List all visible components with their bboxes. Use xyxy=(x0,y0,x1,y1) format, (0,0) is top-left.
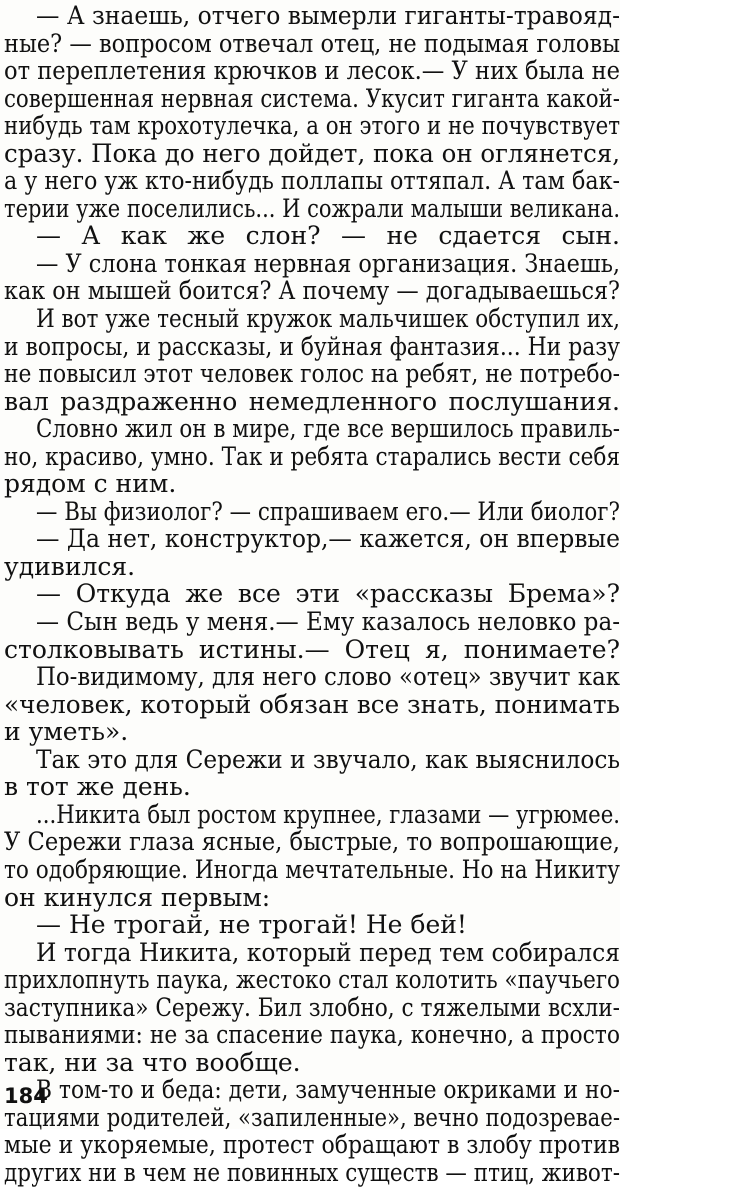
text-line: — Откуда же все эти «рассказы Брема»? xyxy=(36,579,620,609)
text-line: ...Никита был ростом крупнее, глазами — угрюмее. xyxy=(36,799,620,829)
text-line: терии уже поселились... И сожрали малыши великана. xyxy=(4,193,621,223)
text-line: Так это для Сережи и звучало, как выяснилось xyxy=(36,744,621,774)
text-line: и уметь». xyxy=(4,717,129,747)
text-line: мые и укоряемые, протест обращают в злобу против xyxy=(4,1130,621,1160)
text-line: от переплетения крючков и лесок.— У них была не xyxy=(4,56,620,86)
text-line: других ни в чем не повинных существ — птиц, живот- xyxy=(4,1157,621,1187)
text-line: И тогда Никита, который перед тем собирался xyxy=(36,937,620,967)
text-line: И вот уже тесный кружок мальчишек обступил их, xyxy=(36,304,620,334)
text-line: «человек, который обязан все знать, понимать xyxy=(4,689,620,719)
text-line: заступника» Сережу. Бил злобно, с тяжелыми всхли- xyxy=(4,992,620,1022)
text-line: — Не трогай, не трогай! Не бей! xyxy=(36,910,467,940)
text-line: — Вы физиолог? — спрашиваем его.— Или биолог? xyxy=(36,496,620,526)
text-line: не повысил этот человек голос на ребят, не потребо- xyxy=(4,359,621,389)
text-line: У Сережи глаза ясные, быстрые, то вопрошающие, xyxy=(4,827,621,857)
text-line: в тот же день. xyxy=(4,772,191,802)
text-line: ные? — вопросом отвечал отец, не подымая головы xyxy=(4,28,621,58)
text-line: — А знаешь, отчего вымерли гиганты-травояд- xyxy=(36,1,621,30)
text-line: В том-то и беда: дети, замученные окриками и но- xyxy=(36,1075,620,1105)
text-line: а у него уж кто-нибудь поллапы оттяпал. А там бак- xyxy=(4,166,621,196)
text-line: но, красиво, умно. Так и ребята старались вести себя xyxy=(4,441,621,471)
text-line: — Да нет, конструктор,— кажется, он впервые xyxy=(36,524,620,554)
page-number: 184 xyxy=(4,1084,48,1108)
text-line: совершенная нервная система. Укусит гиганта какой- xyxy=(4,83,620,113)
text-line: сразу. Пока до него дойдет, пока он оглянется, xyxy=(4,138,620,168)
text-line: удивился. xyxy=(4,551,136,581)
text-line: так, ни за что вообще. xyxy=(4,1047,301,1077)
text-line: тациями родителей, «запиленные», вечно подозревае- xyxy=(4,1102,621,1132)
text-line: прихлопнуть паука, жестоко стал колотить «паучьего xyxy=(4,965,620,995)
text-line: По-видимому, для него слово «отец» звучит как xyxy=(36,662,621,692)
body-text xyxy=(4,2,620,1187)
text-line: как он мышей боится? А почему — догадываешься? xyxy=(4,276,621,306)
text-line: вал раздраженно немедленного послушания. xyxy=(4,386,620,416)
text-line: он кинулся первым: xyxy=(4,882,271,912)
text-line: и вопросы, и рассказы, и буйная фантазия... Ни разу xyxy=(4,331,621,361)
text-line: рядом с ним. xyxy=(4,469,177,499)
text-line: Словно жил он в мире, где все вершилось правиль- xyxy=(36,414,620,444)
text-line: — А как же слон? — не сдается сын. xyxy=(36,221,620,251)
text-line: — У слона тонкая нервная организация. Знаешь, xyxy=(36,248,621,278)
text-line: пываниями: не за спасение паука, конечно, а просто xyxy=(4,1020,621,1050)
text-line: столковывать истины.— Отец я, понимаете? xyxy=(4,634,620,664)
text-line: нибудь там крохотулечка, а он этого и не почувствует xyxy=(4,111,621,141)
text-line: то одобряющие. Иногда мечтательные. Но на Никиту xyxy=(4,854,620,884)
text-line: — Сын ведь у меня.— Ему казалось неловко ра- xyxy=(36,607,620,637)
